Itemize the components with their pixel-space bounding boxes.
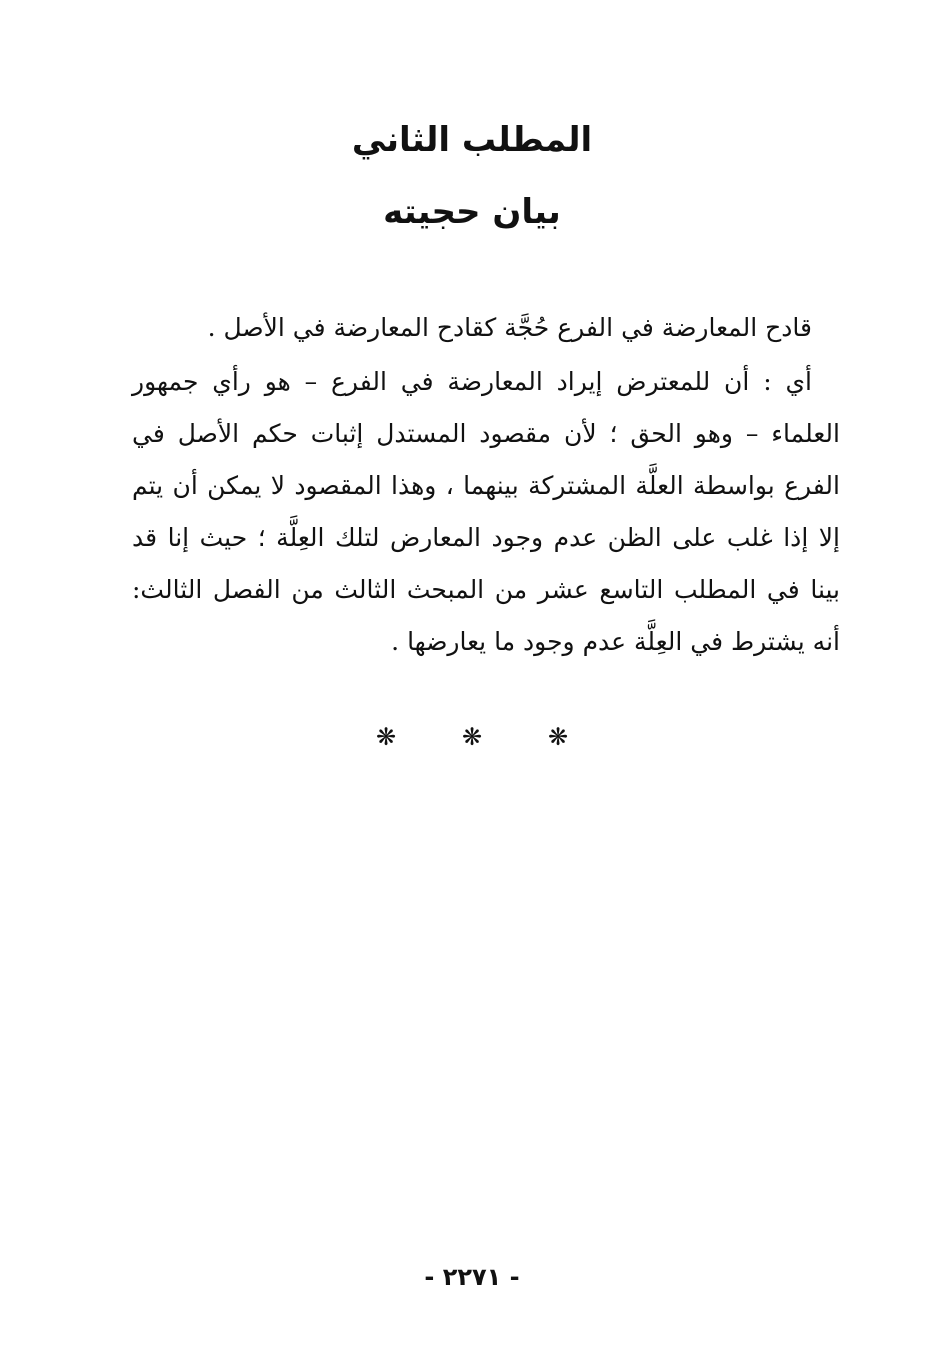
ornament-star-icon: ❋ [375, 723, 397, 751]
ornament-star-icon: ❋ [461, 723, 483, 751]
page-number: - ٢٢٧١ - [424, 1263, 520, 1291]
section-subtitle: بيان حجيته [383, 192, 561, 232]
paragraph-explanation: أي : أن للمعترض إيراد المعارضة في الفرع – هو رأي جمهور العلماء – وهو الحق ؛ لأن مقصود المستدل إثبات حكم الأصل في الفرع بواسطة العلَّة المشتركة بينهما ، وهذا المقصود لا يمكن أن يتم إلا إذا غلب على الظن عدم وجود المعارض لتلك العِلَّة ؛ حيث إنا قد بينا في المطلب التاسع عشر من المبحث الثالث من الفصل الثالث: أنه يشترط في العِلَّة عدم وجود ما يعارضها . [132, 367, 840, 656]
section-title: المطلب الثاني [351, 120, 593, 160]
body-text [132, 302, 840, 668]
section-separator [0, 722, 944, 752]
paragraph-statement: قادح المعارضة في الفرع حُجَّة كقادح المعارضة في الأصل . [207, 313, 812, 342]
ornament-star-icon: ❋ [547, 723, 569, 751]
